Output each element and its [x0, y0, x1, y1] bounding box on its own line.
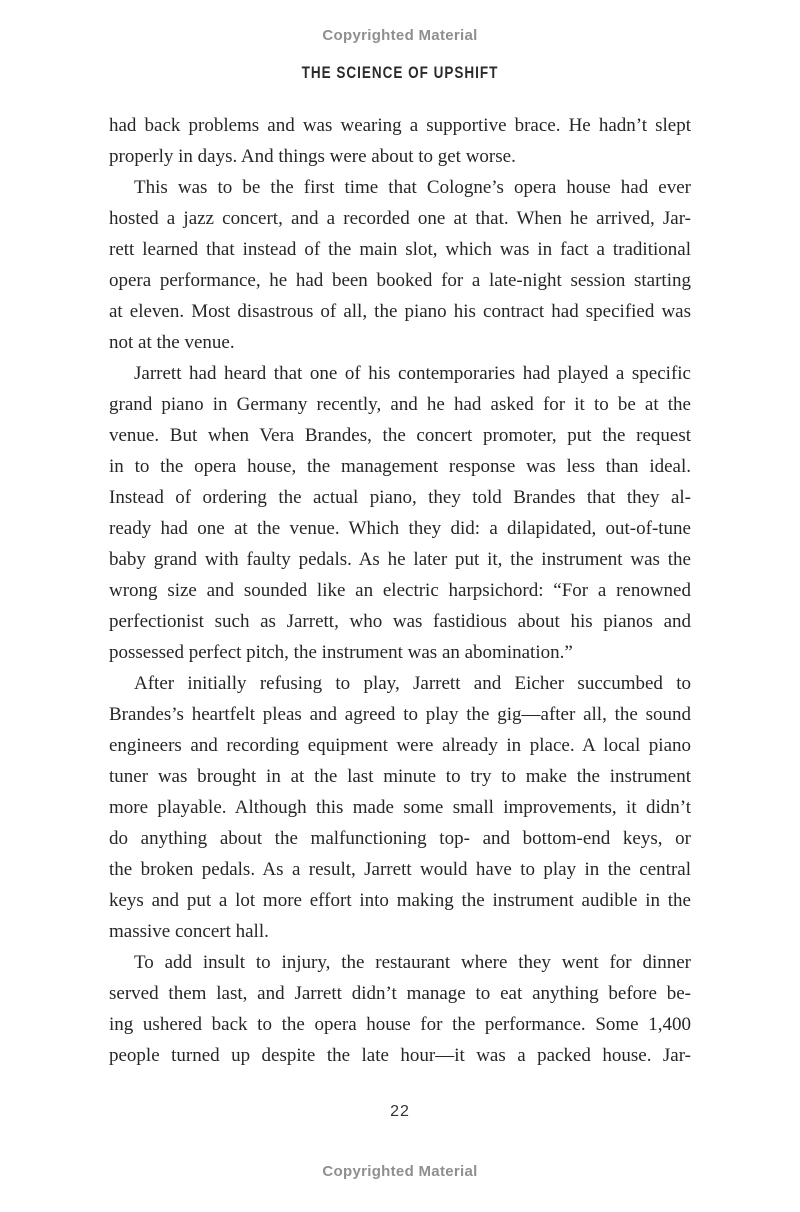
- body-line: Jarrett had heard that one of his contemporaries had played a specific: [134, 363, 691, 384]
- body-line: wrong size and sounded like an electric harpsichord: “For a renowned: [109, 580, 691, 601]
- body-text: [109, 110, 691, 1071]
- body-line: the broken pedals. As a result, Jarrett would have to play in the central: [109, 859, 691, 880]
- body-line: engineers and recording equipment were already in place. A local piano: [109, 735, 691, 756]
- body-line: hosted a jazz concert, and a recorded one at that. When he arrived, Jar-: [109, 208, 691, 229]
- body-line: This was to be the first time that Cologne’s opera house had ever: [134, 177, 691, 198]
- copyright-notice-bottom: Copyrighted Material: [322, 1163, 478, 1180]
- copyright-notice-top: Copyrighted Material: [322, 27, 478, 44]
- body-line: baby grand with faulty pedals. As he later put it, the instrument was the: [109, 549, 691, 570]
- body-line: rett learned that instead of the main slot, which was in fact a traditional: [109, 239, 691, 260]
- body-line: in to the opera house, the management response was less than ideal.: [109, 456, 691, 477]
- body-line: ing ushered back to the opera house for the performance. Some 1,400: [109, 1014, 691, 1035]
- body-line: had back problems and was wearing a supportive brace. He hadn’t slept: [109, 115, 691, 136]
- body-line: grand piano in Germany recently, and he had asked for it to be at the: [109, 394, 691, 415]
- body-line: Brandes’s heartfelt pleas and agreed to play the gig—after all, the sound: [109, 704, 691, 725]
- body-line: possessed perfect pitch, the instrument was an abomination.”: [109, 642, 573, 663]
- paragraph: [109, 358, 691, 668]
- body-line: keys and put a lot more effort into making the instrument audible in the: [109, 890, 691, 911]
- body-line: at eleven. Most disastrous of all, the piano his contract had specified was: [109, 301, 691, 322]
- paragraph: [109, 172, 691, 358]
- body-line: opera performance, he had been booked for a late-night session starting: [109, 270, 691, 291]
- body-line: ready had one at the venue. Which they did: a dilapidated, out-of-tune: [109, 518, 691, 539]
- page-number: 22: [390, 1103, 410, 1120]
- body-line: properly in days. And things were about to get worse.: [109, 146, 516, 167]
- paragraph: [109, 110, 691, 172]
- running-header: [0, 64, 800, 83]
- body-line: more playable. Although this made some small improvements, it didn’t: [109, 797, 691, 818]
- body-line: To add insult to injury, the restaurant where they went for dinner: [134, 952, 691, 973]
- paragraph: [109, 668, 691, 947]
- body-line: massive concert hall.: [109, 921, 269, 942]
- body-line: Instead of ordering the actual piano, they told Brandes that they al-: [109, 487, 691, 508]
- running-header-text: THE SCIENCE OF UPSHIFT: [301, 64, 499, 82]
- body-line: served them last, and Jarrett didn’t manage to eat anything before be-: [109, 983, 691, 1004]
- body-line: venue. But when Vera Brandes, the concert promoter, put the request: [109, 425, 691, 446]
- body-line: not at the venue.: [109, 332, 235, 353]
- body-line: people turned up despite the late hour—it was a packed house. Jar-: [109, 1045, 691, 1066]
- body-line: tuner was brought in at the last minute to try to make the instrument: [109, 766, 691, 787]
- body-line: perfectionist such as Jarrett, who was fastidious about his pianos and: [109, 611, 691, 632]
- body-line: After initially refusing to play, Jarrett and Eicher succumbed to: [134, 673, 691, 694]
- body-line: do anything about the malfunctioning top- and bottom-end keys, or: [109, 828, 691, 849]
- paragraph: [109, 947, 691, 1071]
